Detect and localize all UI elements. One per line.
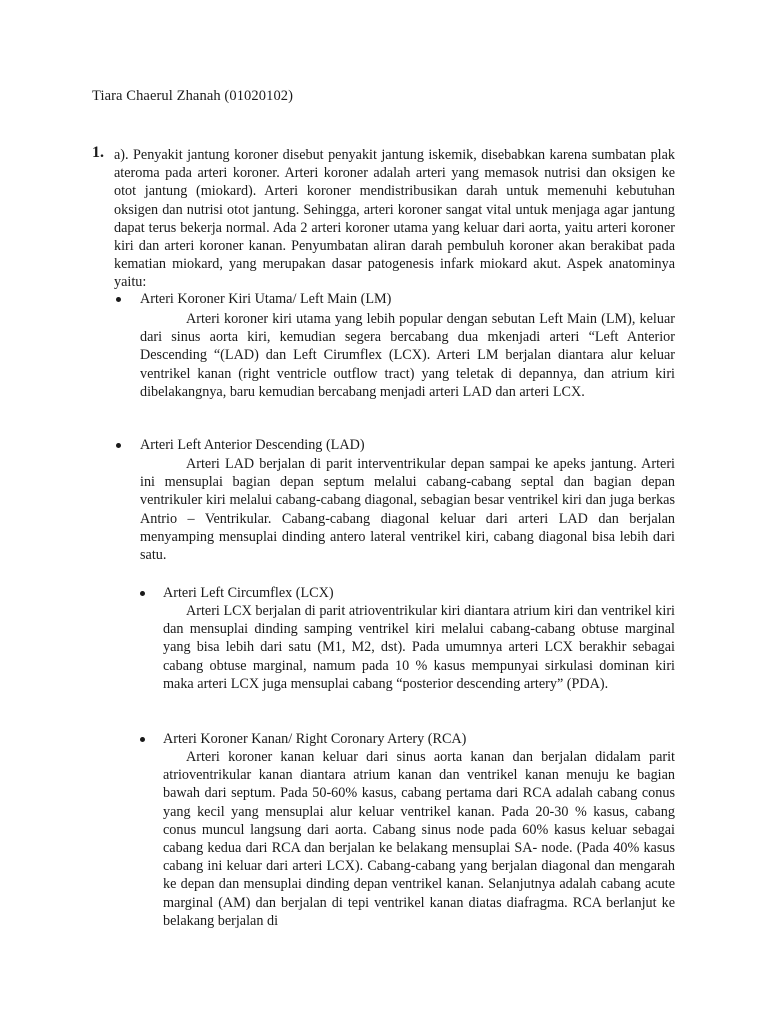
section-body-rca-text: Arteri koroner kanan keluar dari sinus aorta kanan dan berjalan didalam parit atrioventrikular kanan diantara atrium kanan dan ventrikel kanan menuju ke bagian bawah dari septum. Pada 50-60% kasus, cabang pertama dari RCA adalah cabang conus yang kecil yang mensuplai alur keluar ventrikel kanan. Pada 20-30 % kasus, cabang conus muncul langsung dari aorta. Cabang sinus node pada 60% kasus keluar sebagai cabang kedua dari RCA dan berjalan ke belakang mensuplai SA- node. (Pada 40% kasus cabang ini keluar dari arteri LCX). Cabang-cabang yang berjalan diagonal dan mengarah ke depan dan mensuplai dinding depan ventrikel kanan. Selanjutnya adalah cabang acute marginal (AM) dan berjalan di tepi ventrikel kanan diatas diafragma. RCA berlanjut ke belakang berjalan di bbox=[163, 749, 675, 929]
section-body-lcx-text: Arteri LCX berjalan di parit atrioventrikular kiri diantara atrium kiri dan ventrikel kiri dan mensuplai dinding samping ventrikel kiri melalui cabang-cabang obtuse marginal yang bisa lebih dari satu (M1, M2, dst). Pada umumnya arteri LCX berakhir sebagai cabang obtuse marginal, namum pada 10 % kasus mempunyai sirkulasi dominan kiri maka arteri LCX juga mensuplai cabang “posterior descending artery” (PDA). bbox=[163, 603, 675, 692]
section-heading-rca: Arteri Koroner Kanan/ Right Coronary Artery (RCA) bbox=[163, 731, 467, 747]
section-body-lcx bbox=[163, 602, 675, 693]
section-heading-lm: Arteri Koroner Kiri Utama/ Left Main (LM) bbox=[140, 291, 392, 307]
section-heading-lad: Arteri Left Anterior Descending (LAD) bbox=[140, 437, 365, 453]
section-body-rca bbox=[163, 748, 675, 930]
section-body-lad bbox=[140, 455, 675, 564]
section-body-lm-text: Arteri koroner kiri utama yang lebih popular dengan sebutan Left Main (LM), keluar dari sinus aorta kiri, kemudian segera bercabang dua mkenjadi arteri “Left Anterior Descending “(LAD) dan Left Cirumflex (LCX). Arteri LM berjalan diantara alur keluar ventrikel kanan (right ventricle outflow tract) yang teletak di depannya, dan atrium kiri dibelakangnya, baru kemudian bercabang menjadi arteri LAD dan arteri LCX. bbox=[140, 311, 675, 400]
bullet-icon bbox=[116, 443, 121, 448]
bullet-icon bbox=[140, 591, 145, 596]
intro-paragraph: a). Penyakit jantung koroner disebut penyakit jantung iskemik, disebabkan karena sumbatan plak ateroma pada arteri koroner. Arteri koroner adalah arteri yang memasok nutrisi dan oksigen ke otot jantung (miokard). Arteri koroner mendistribusikan darah untuk memenuhi kebutuhan oksigen dan nutrisi otot jantung. Sehingga, arteri koroner sangat vital untuk menjaga agar jantung dapat terus bekerja normal. Ada 2 arteri koroner utama yang keluar dari aorta, yaitu arteri koroner kiri dan arteri koroner kanan. Penyumbatan aliran darah pembuluh koroner akan berakibat pada kematian miokard, yang merupakan dasar patogenesis infark miokard akut. Aspek anatominya yaitu: bbox=[114, 147, 675, 291]
bullet-icon bbox=[116, 297, 121, 302]
section-heading-lcx: Arteri Left Circumflex (LCX) bbox=[163, 585, 334, 601]
question-number: 1. bbox=[92, 144, 104, 161]
bullet-icon bbox=[140, 737, 145, 742]
author-line: Tiara Chaerul Zhanah (01020102) bbox=[92, 88, 294, 104]
section-body-lm bbox=[140, 310, 675, 401]
section-body-lad-text: Arteri LAD berjalan di parit interventrikular depan sampai ke apeks jantung. Arteri ini mensuplai bagian depan septum melalui cabang-cabang septal dan bagian depan ventrikuler kiri melalui cabang-cabang diagonal, sebagian besar ventrikel kiri dan juga berkas Antrio – Ventrikular. Cabang-cabang diagonal keluar dari arteri LAD dan berjalan menyamping mensuplai dinding antero lateral ventrikel kiri, cabang diagonal bisa lebih dari satu. bbox=[140, 456, 675, 564]
